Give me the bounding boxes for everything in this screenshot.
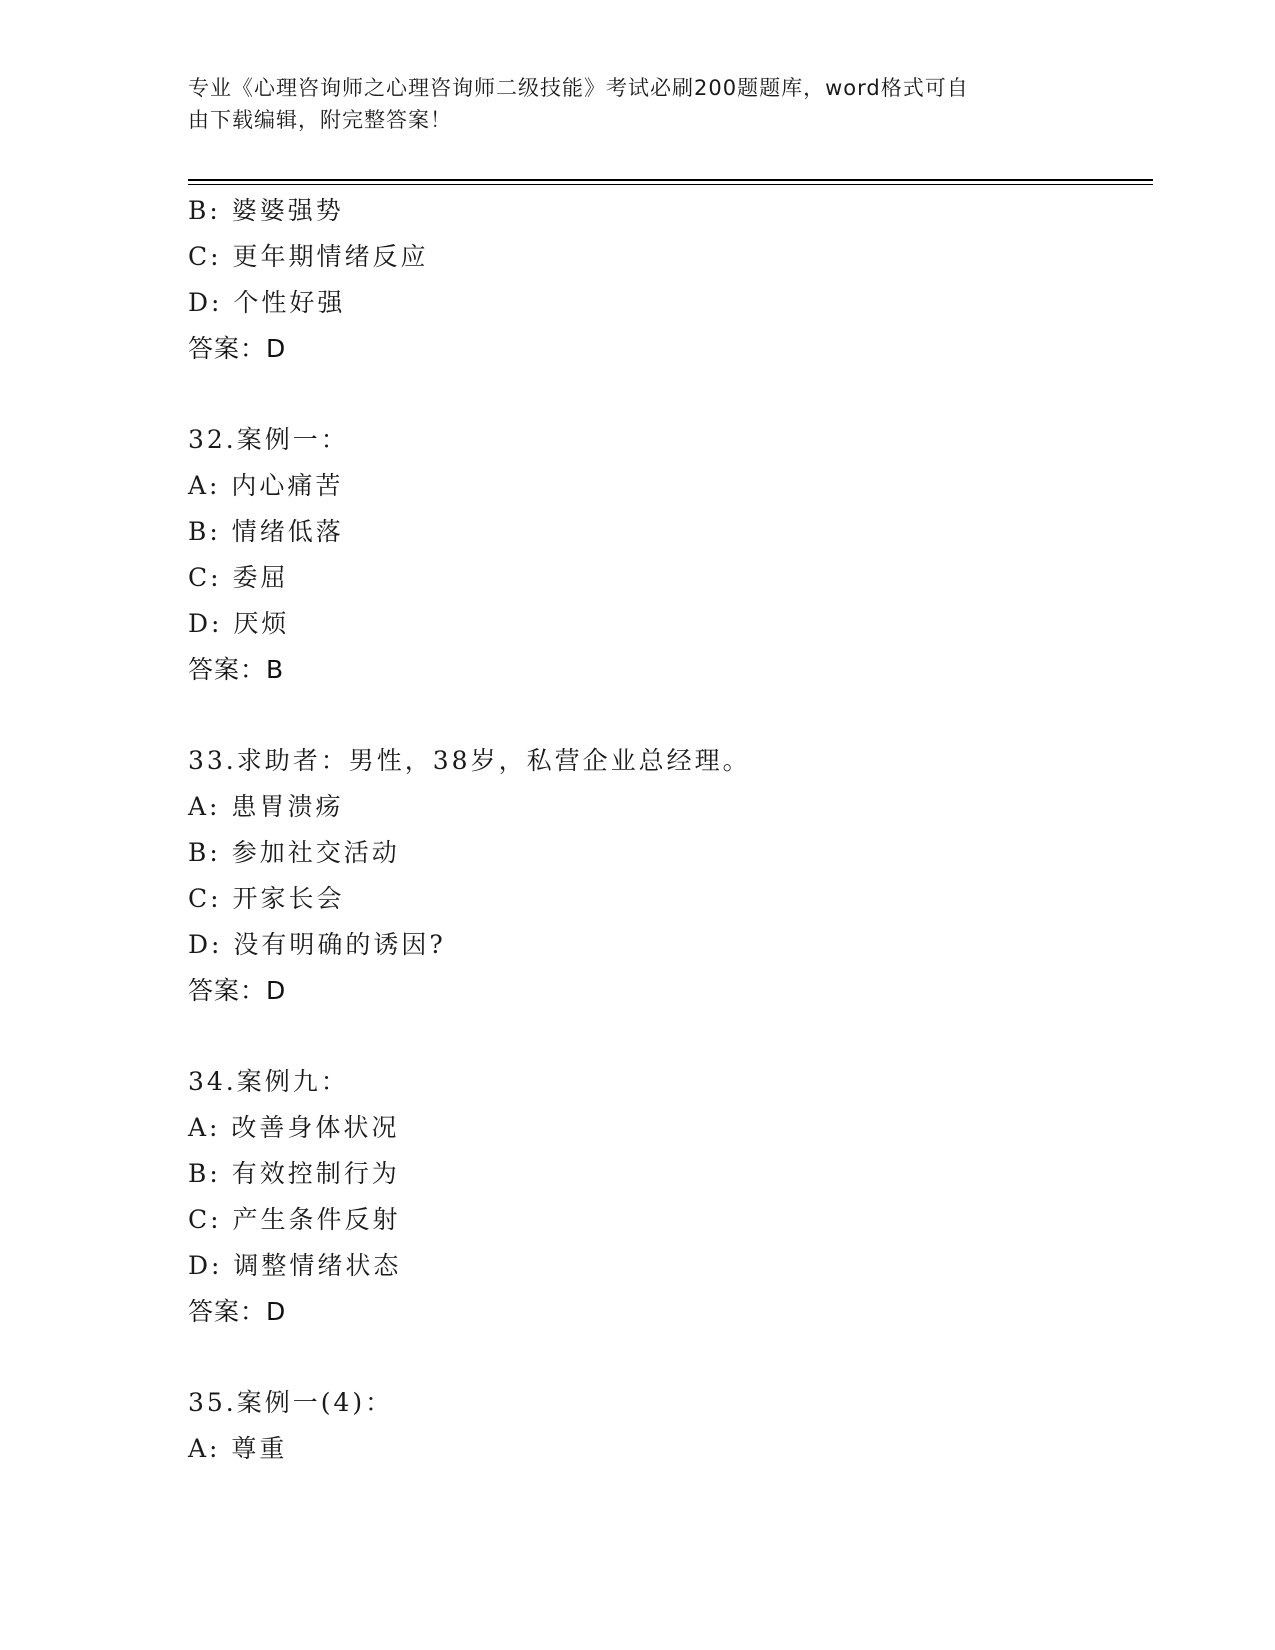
answer-line: 答案：D (188, 1297, 287, 1326)
option-a: A: 尊重 (188, 1434, 288, 1463)
question-stem: 35.案例一(4)： (188, 1388, 394, 1417)
spacer (188, 693, 1148, 738)
option-c: C: 开家长会 (188, 884, 345, 913)
question-block-35 (188, 1380, 1148, 1472)
option-d: D: 个性好强 (188, 288, 346, 317)
question-block-32 (188, 417, 1148, 693)
option-c: C: 产生条件反射 (188, 1205, 401, 1234)
option-c: C: 委屈 (188, 563, 289, 592)
spacer (188, 1014, 1148, 1059)
option-d: D: 厌烦 (188, 609, 290, 638)
option-b: B: 婆婆强势 (188, 196, 344, 225)
header-line-2: 由下载编辑，附完整答案！ (188, 108, 452, 132)
option-b: B: 有效控制行为 (188, 1159, 400, 1188)
spacer (188, 372, 1148, 417)
answer-line: 答案：B (188, 655, 285, 684)
option-a: A: 改善身体状况 (188, 1113, 400, 1142)
option-b: B: 参加社交活动 (188, 838, 400, 867)
answer-line: 答案：D (188, 334, 287, 363)
spacer (188, 1335, 1148, 1380)
option-a: A: 内心痛苦 (188, 471, 344, 500)
question-stem: 34.案例九： (188, 1067, 349, 1096)
question-stem: 33.求助者：男性，38岁，私营企业总经理。 (188, 746, 751, 775)
option-d: D: 没有明确的诱因? (188, 930, 446, 959)
document-header (188, 72, 1068, 136)
header-line-1: 专业《心理咨询师之心理咨询师二级技能》考试必刷200题题库，word格式可自 (188, 76, 969, 100)
option-c: C: 更年期情绪反应 (188, 242, 429, 271)
question-block-31 (188, 188, 1148, 372)
header-divider-thin (188, 184, 1153, 185)
answer-line: 答案：D (188, 976, 287, 1005)
option-d: D: 调整情绪状态 (188, 1251, 402, 1280)
question-block-34 (188, 1059, 1148, 1335)
question-content (188, 188, 1148, 1472)
question-stem: 32.案例一： (188, 425, 349, 454)
header-divider-thick (188, 179, 1153, 181)
option-b: B: 情绪低落 (188, 517, 344, 546)
question-block-33 (188, 738, 1148, 1014)
option-a: A: 患胃溃疡 (188, 792, 344, 821)
